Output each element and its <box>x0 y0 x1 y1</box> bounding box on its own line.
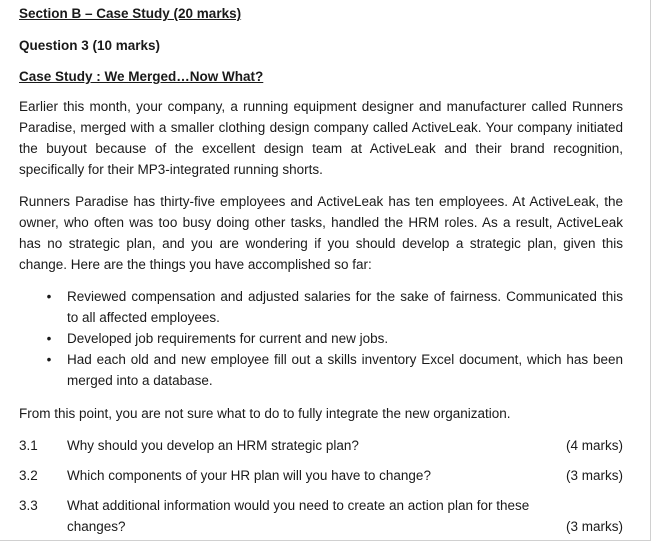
question-row <box>19 465 623 495</box>
question-row <box>19 435 623 465</box>
question-number: 3.2 <box>19 468 38 483</box>
list-item-text: Developed job requirements for current and new jobs. <box>67 331 389 346</box>
list-item-text: Reviewed compensation and adjusted salaries for the sake of fairness. Communicated this to all affected employees. <box>67 289 623 325</box>
list-item <box>19 328 623 349</box>
accomplishments-list <box>19 286 623 391</box>
paragraph-intro: Earlier this month, your company, a running equipment designer and manufacturer called Runners Paradise, merged with a smaller clothing design company called ActiveLeak. Your company initiated the buyout because of the excellent design team at ActiveLeak and their brand recognition, specifically for their MP3-integrated running shorts. <box>19 99 623 177</box>
list-item <box>19 286 623 328</box>
document-content <box>19 4 623 537</box>
case-study-heading: Case Study : We Merged…Now What? <box>19 69 264 84</box>
question-marks: (3 marks) <box>566 519 623 534</box>
question-text: Why should you develop an HRM strategic plan? <box>67 438 359 453</box>
question-text-block <box>67 495 623 537</box>
questions-table <box>19 435 623 537</box>
bullet-icon: • <box>46 331 52 346</box>
question-marks: (4 marks) <box>566 438 623 453</box>
question-row <box>19 495 623 537</box>
question-text: What additional information would you need to create an action plan for these <box>67 498 530 513</box>
bullet-icon: • <box>46 352 52 367</box>
question-number: 3.1 <box>19 438 38 453</box>
paragraph-employees: Runners Paradise has thirty-five employees and ActiveLeak has ten employees. At ActiveLeak, the owner, who often was too busy doing other tasks, handled the HRM roles. As a result, ActiveLeak has no strategic plan, and you are wondering if you should develop a strategic plan, given this change. Here are the things you have accomplished so far: <box>19 194 623 272</box>
paragraph-closing: From this point, you are not sure what to do to fully integrate the new organization. <box>19 406 511 421</box>
bullet-icon: • <box>46 289 52 304</box>
list-item <box>19 349 623 391</box>
question-text-continued: changes? <box>67 519 126 534</box>
question-text: Which components of your HR plan will you have to change? <box>67 468 431 483</box>
question-marks: (3 marks) <box>566 468 623 483</box>
question-number: 3.3 <box>19 498 38 513</box>
list-item-text: Had each old and new employee fill out a skills inventory Excel document, which has been merged into a database. <box>67 352 623 388</box>
section-heading: Section B – Case Study (20 marks) <box>19 6 242 21</box>
question-heading: Question 3 (10 marks) <box>19 38 161 53</box>
question-last-line <box>67 516 623 537</box>
